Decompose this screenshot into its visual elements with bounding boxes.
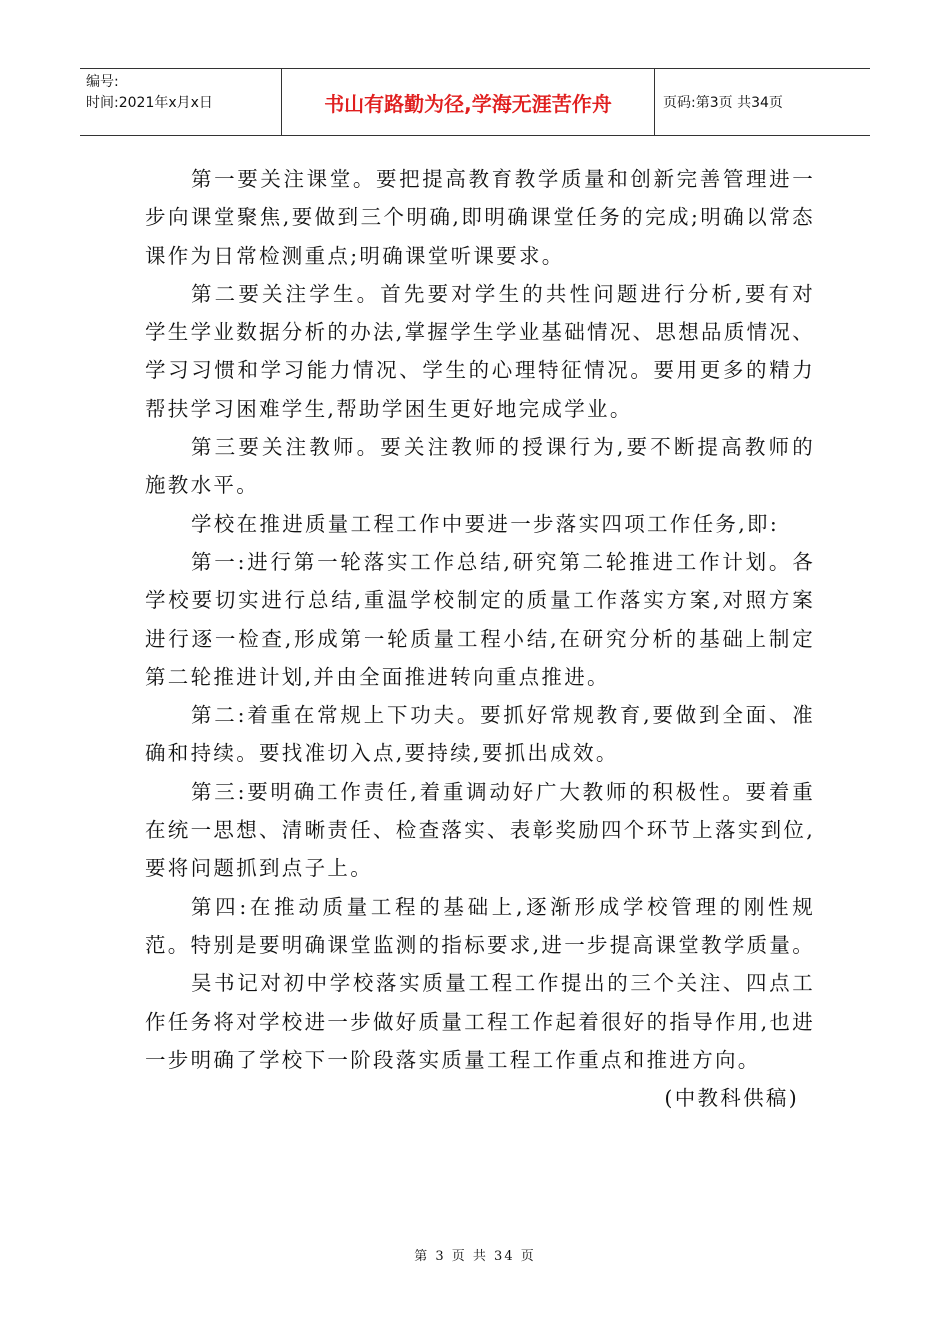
source-attribution: (中教科供稿) (664, 1086, 799, 1111)
document-number-label: 编号: (86, 74, 119, 90)
page-header (80, 68, 870, 136)
body-paragraph: 第二:着重在常规上下功夫。要抓好常规教育,要做到全面、准确和持续。要找准切入点,要持续,要抓出成效。 (145, 703, 815, 766)
body-paragraph: 学校在推进质量工程工作中要进一步落实四项工作任务,即: (191, 511, 780, 536)
body-paragraph: 第二要关注学生。首先要对学生的共性问题进行分析,要有对学生学业数据分析的办法,掌握学生学业基础情况、思想品质情况、学习习惯和学习能力情况、学生的心理特征情况。要用更多的精力帮扶学习困难学生,帮助学困生更好地完成学业。 (145, 281, 816, 421)
body-paragraph: 第三:要明确工作责任,着重调动好广大教师的积极性。要着重在统一思想、清晰责任、检查落实、表彰奖励四个环节上落实到位,要将问题抓到点子上。 (145, 779, 816, 881)
body-paragraph: 第一要关注课堂。要把提高教育教学质量和创新完善管理进一步向课堂聚焦,要做到三个明确,即明确课堂任务的完成;明确以常态课作为日常检测重点;明确课堂听课要求。 (145, 167, 815, 268)
body-paragraph: 第三要关注教师。要关注教师的授课行为,要不断提高教师的施教水平。 (145, 435, 815, 498)
document-time-label: 时间:2021年x月x日 (86, 95, 213, 111)
header-page-number: 页码:第3页 共34页 (663, 95, 783, 111)
document-body (145, 160, 815, 1117)
body-paragraph: 第四:在推动质量工程的基础上,逐渐形成学校管理的刚性规范。特别是要明确课堂监测的指标要求,进一步提高课堂教学质量。 (145, 894, 816, 957)
body-paragraph: 吴书记对初中学校落实质量工程工作提出的三个关注、四点工作任务将对学校进一步做好质量工程工作起着很好的指导作用,也进一步明确了学校下一阶段落实质量工程工作重点和推进方向。 (145, 971, 816, 1072)
header-motto: 书山有路勤为径,学海无涯苦作舟 (282, 69, 655, 135)
page-footer: 第 3 页 共 34 页 (414, 1249, 536, 1264)
header-meta (80, 69, 282, 135)
body-paragraph: 第一:进行第一轮落实工作总结,研究第二轮推进工作计划。各学校要切实进行总结,重温学校制定的质量工作落实方案,对照方案进行逐一检查,形成第一轮质量工程小结,在研究分析的基础上制定第二轮推进计划,并由全面推进转向重点推进。 (145, 549, 815, 689)
